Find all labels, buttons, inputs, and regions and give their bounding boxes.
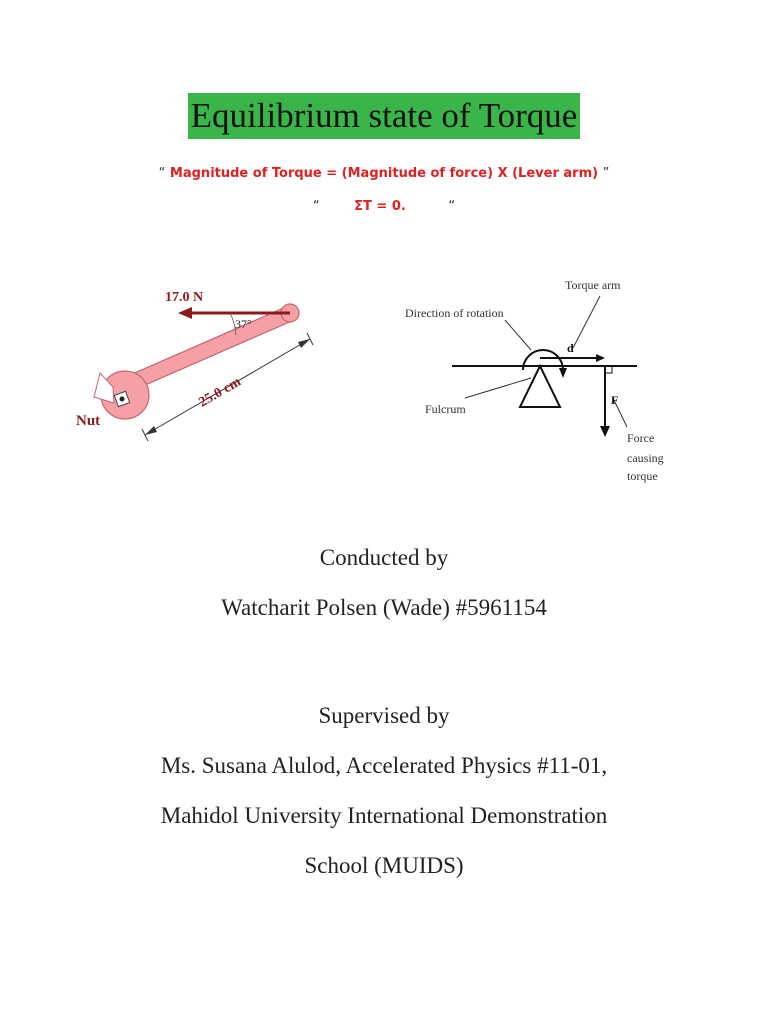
torque-arm-label: Torque arm	[565, 278, 621, 292]
supervisor-line-3: School (MUIDS)	[304, 853, 464, 878]
supervisor-line-2: Mahidol University International Demonstration	[160, 803, 608, 828]
supervisor-line-1: Ms. Susana Alulod, Accelerated Physics #11-01,	[160, 753, 608, 778]
credits	[0, 538, 768, 896]
formula2-text: ΣT = 0.	[354, 199, 406, 214]
formula1-open-quote: “	[158, 166, 166, 181]
conductor-name: Watcharit Polsen (Wade) #5961154	[221, 595, 547, 620]
formula2-open-quote: “	[312, 199, 320, 214]
torque-arm-arrow	[540, 354, 605, 362]
angle-label: 37°	[235, 317, 252, 331]
torque-arm-leader	[573, 296, 600, 348]
fulcrum-leader	[465, 378, 531, 398]
rotation-leader	[505, 320, 531, 350]
torque-magnitude-formula	[0, 166, 768, 181]
formula2-close-quote: “	[448, 199, 456, 214]
formula1-text: Magnitude of Torque = (Magnitude of force) X (Lever arm)	[169, 166, 599, 181]
force-label: 17.0 N	[165, 290, 204, 305]
rotation-label: Direction of rotation	[405, 306, 504, 320]
d-label: d	[567, 341, 574, 355]
fulcrum-triangle	[520, 366, 560, 407]
supervised-heading: Supervised by	[318, 703, 450, 728]
wrench-body	[94, 304, 299, 419]
nut-label: Nut	[76, 413, 101, 429]
lever-diagram	[395, 270, 695, 490]
f-label: F	[611, 393, 619, 407]
title-wrap	[0, 93, 768, 139]
equilibrium-formula	[0, 199, 768, 214]
conducted-heading: Conducted by	[319, 545, 449, 570]
page-title: Equilibrium state of Torque	[188, 93, 581, 139]
force-label-2: causing	[627, 451, 664, 465]
formula1-close-quote: ”	[602, 166, 610, 181]
force-label-3: torque	[627, 469, 658, 483]
fulcrum-label: Fulcrum	[425, 402, 466, 416]
force-label-1: Force	[627, 431, 655, 445]
wrench-diagram	[70, 275, 330, 450]
spacer	[0, 638, 768, 696]
rotation-arrow	[523, 350, 567, 378]
length-label: 25.0 cm	[196, 374, 244, 411]
